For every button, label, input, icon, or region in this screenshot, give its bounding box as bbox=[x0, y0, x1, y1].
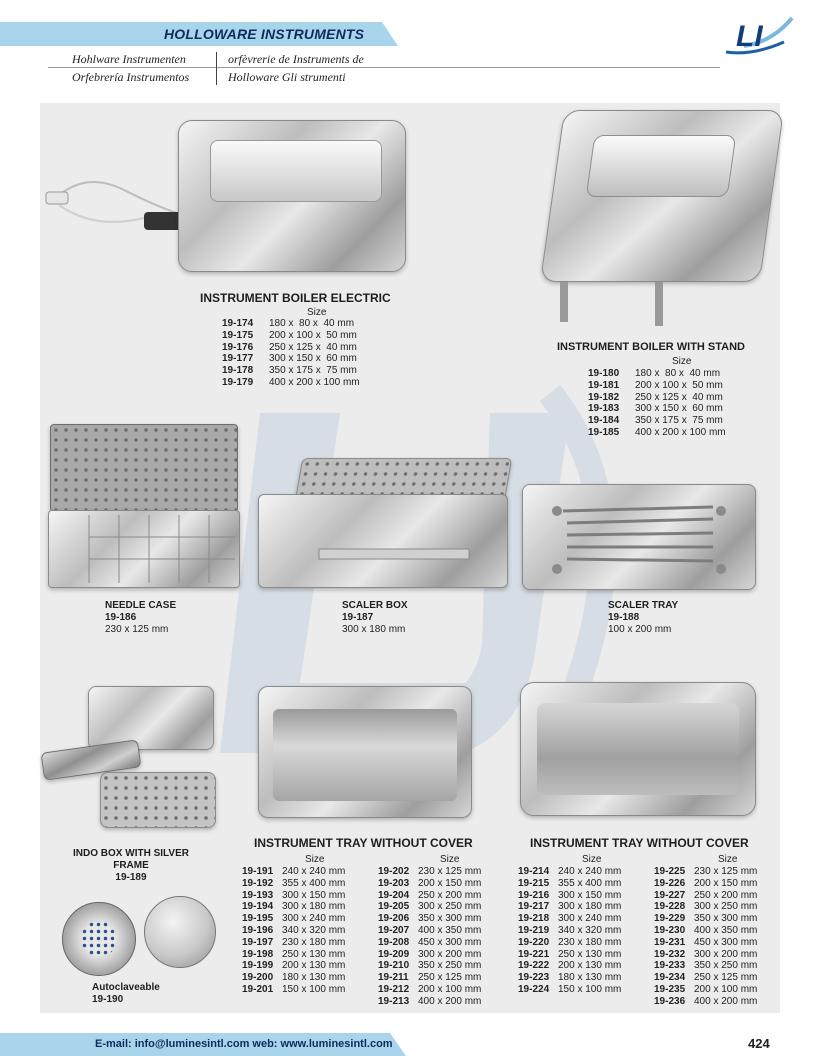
item-size: 400 x 200 mm bbox=[418, 995, 482, 1007]
item-code: 19-215 bbox=[518, 877, 550, 889]
item-code: 19-184 bbox=[588, 415, 620, 427]
item-code: 19-221 bbox=[518, 948, 550, 960]
footer-contact: E-mail: info@luminesintl.com web: www.luminesintl.com bbox=[95, 1038, 393, 1050]
item-code: 19-219 bbox=[518, 924, 550, 936]
indo-box-closed-image bbox=[88, 686, 214, 750]
tray-left-basin bbox=[273, 709, 457, 801]
indo-box-title-line2: FRAME bbox=[113, 860, 149, 871]
item-code: 19-209 bbox=[378, 948, 410, 960]
size-row bbox=[654, 878, 757, 890]
item-code: 19-225 bbox=[654, 866, 686, 877]
item-size: 250 x 130 mm bbox=[558, 948, 622, 960]
item-size: 340 x 320 mm bbox=[282, 924, 346, 936]
size-row bbox=[654, 960, 757, 972]
item-code: 19-227 bbox=[654, 889, 686, 901]
item-code: 19-203 bbox=[378, 877, 410, 889]
size-row bbox=[378, 925, 481, 937]
tray-right-col1-list bbox=[518, 866, 621, 996]
stand-leg-left bbox=[560, 282, 568, 322]
item-code: 19-226 bbox=[654, 877, 686, 889]
size-row bbox=[518, 866, 621, 878]
item-code: 19-232 bbox=[654, 948, 686, 960]
size-row bbox=[378, 890, 481, 902]
item-code: 19-182 bbox=[588, 391, 620, 403]
item-code: 19-197 bbox=[242, 936, 274, 948]
item-code: 19-223 bbox=[518, 972, 550, 984]
item-size: 400 x 350 mm bbox=[418, 924, 482, 936]
subtitle-german: Hohlware Instrumenten bbox=[72, 52, 186, 66]
item-size: 250 x 125 mm bbox=[418, 972, 482, 984]
item-size: 200 x 100 x 50 mm bbox=[635, 379, 723, 391]
item-code: 19-216 bbox=[518, 889, 550, 901]
item-size: 250 x 125 x 40 mm bbox=[269, 341, 357, 353]
item-size: 230 x 125 mm bbox=[694, 866, 758, 877]
size-row bbox=[588, 392, 726, 404]
needle-case-base-image bbox=[48, 510, 240, 588]
item-size: 300 x 150 x 60 mm bbox=[269, 353, 357, 365]
item-size: 230 x 180 mm bbox=[282, 936, 346, 948]
scaler-tray-code: 19-188 bbox=[608, 612, 640, 623]
item-size: 300 x 150 mm bbox=[282, 889, 346, 901]
item-code: 19-185 bbox=[588, 426, 620, 438]
scaler-tray-title: SCALER TRAY bbox=[608, 600, 679, 611]
item-code: 19-204 bbox=[378, 889, 410, 901]
autoclaveable-code: 19-190 bbox=[92, 994, 124, 1005]
tray-right-col2-list bbox=[654, 866, 757, 1008]
item-size: 250 x 130 mm bbox=[282, 948, 346, 960]
item-size: 400 x 200 x 100 mm bbox=[269, 376, 360, 388]
item-code: 19-202 bbox=[378, 866, 410, 877]
size-row bbox=[242, 878, 345, 890]
size-row bbox=[588, 368, 726, 380]
item-code: 19-208 bbox=[378, 936, 410, 948]
item-size: 350 x 300 mm bbox=[418, 913, 482, 925]
size-row bbox=[654, 949, 757, 961]
subtitle-italian: Holloware Gli strumenti bbox=[228, 70, 346, 84]
size-row bbox=[518, 890, 621, 902]
size-row bbox=[242, 901, 345, 913]
size-row bbox=[654, 890, 757, 902]
tray-right-basin bbox=[537, 703, 739, 795]
item-code: 19-194 bbox=[242, 901, 274, 913]
item-code: 19-178 bbox=[222, 365, 254, 377]
size-row bbox=[654, 925, 757, 937]
item-code: 19-176 bbox=[222, 341, 254, 353]
size-row bbox=[654, 984, 757, 996]
item-code: 19-235 bbox=[654, 983, 686, 995]
size-row bbox=[654, 937, 757, 949]
size-row bbox=[222, 353, 360, 365]
item-code: 19-236 bbox=[654, 995, 686, 1007]
size-row bbox=[654, 866, 757, 878]
item-code: 19-200 bbox=[242, 972, 274, 984]
tray-right-col1-size-label: Size bbox=[582, 854, 602, 865]
autoclaveable-insert bbox=[81, 921, 117, 957]
item-size: 350 x 175 x 75 mm bbox=[635, 415, 723, 427]
item-code: 19-201 bbox=[242, 983, 274, 995]
item-code: 19-195 bbox=[242, 913, 274, 925]
item-size: 250 x 125 x 40 mm bbox=[635, 391, 723, 403]
size-row bbox=[654, 913, 757, 925]
item-code: 19-175 bbox=[222, 329, 254, 341]
item-size: 400 x 350 mm bbox=[694, 924, 758, 936]
item-size: 240 x 240 mm bbox=[558, 866, 622, 877]
item-size: 250 x 200 mm bbox=[418, 889, 482, 901]
item-code: 19-213 bbox=[378, 995, 410, 1007]
item-size: 240 x 240 mm bbox=[282, 866, 346, 877]
scaler-box-base-image bbox=[258, 494, 508, 588]
item-size: 230 x 180 mm bbox=[558, 936, 622, 948]
size-row bbox=[242, 937, 345, 949]
instrument-tray-right-image bbox=[520, 682, 756, 816]
size-row bbox=[242, 984, 345, 996]
needle-case-title: NEEDLE CASE bbox=[105, 600, 177, 611]
stand-leg-right bbox=[655, 282, 663, 326]
size-row bbox=[222, 318, 360, 330]
item-code: 19-217 bbox=[518, 901, 550, 913]
item-size: 200 x 100 mm bbox=[694, 983, 758, 995]
size-row bbox=[654, 901, 757, 913]
size-row bbox=[518, 878, 621, 890]
size-row bbox=[378, 901, 481, 913]
size-row bbox=[518, 960, 621, 972]
scaler-tray-image bbox=[522, 484, 756, 590]
item-code: 19-183 bbox=[588, 403, 620, 415]
size-row bbox=[222, 365, 360, 377]
item-code: 19-214 bbox=[518, 866, 550, 877]
item-size: 230 x 125 mm bbox=[418, 866, 482, 877]
boiler-stand-lid bbox=[586, 135, 737, 197]
item-code: 19-181 bbox=[588, 379, 620, 391]
tray-right-title: INSTRUMENT TRAY WITHOUT COVER bbox=[530, 836, 749, 850]
item-size: 150 x 100 mm bbox=[558, 983, 622, 995]
item-size: 300 x 250 mm bbox=[694, 901, 758, 913]
item-size: 300 x 180 mm bbox=[558, 901, 622, 913]
tray-right-col2-size-label: Size bbox=[718, 854, 738, 865]
item-size: 400 x 200 mm bbox=[694, 995, 758, 1007]
item-size: 180 x 130 mm bbox=[558, 972, 622, 984]
size-row bbox=[242, 925, 345, 937]
item-size: 355 x 400 mm bbox=[558, 877, 622, 889]
boiler-stand-size-list bbox=[588, 368, 726, 439]
autoclaveable-container-closed-image bbox=[144, 896, 216, 968]
needle-case-code: 19-186 bbox=[105, 612, 137, 623]
size-row bbox=[518, 949, 621, 961]
item-size: 350 x 300 mm bbox=[694, 913, 758, 925]
size-row bbox=[588, 403, 726, 415]
item-size: 340 x 320 mm bbox=[558, 924, 622, 936]
size-row bbox=[378, 984, 481, 996]
size-row bbox=[518, 925, 621, 937]
tray-left-col2-size-label: Size bbox=[440, 854, 460, 865]
item-size: 200 x 130 mm bbox=[558, 960, 622, 972]
item-size: 180 x 130 mm bbox=[282, 972, 346, 984]
boiler-cable-image bbox=[44, 170, 194, 240]
needle-case-size: 230 x 125 mm bbox=[105, 624, 169, 635]
scaler-box-title: SCALER BOX bbox=[342, 600, 408, 611]
boiler-stand-size-label: Size bbox=[672, 356, 692, 367]
size-row bbox=[378, 866, 481, 878]
size-row bbox=[222, 342, 360, 354]
size-row bbox=[242, 913, 345, 925]
instrument-tray-left-image bbox=[258, 686, 472, 818]
item-size: 300 x 200 mm bbox=[694, 948, 758, 960]
item-code: 19-233 bbox=[654, 960, 686, 972]
item-size: 350 x 175 x 75 mm bbox=[269, 365, 357, 377]
item-size: 180 x 80 x 40 mm bbox=[269, 318, 355, 329]
item-size: 450 x 300 mm bbox=[694, 936, 758, 948]
indo-box-code: 19-189 bbox=[115, 872, 147, 883]
item-size: 450 x 300 mm bbox=[418, 936, 482, 948]
item-code: 19-174 bbox=[222, 318, 254, 329]
tray-left-title: INSTRUMENT TRAY WITHOUT COVER bbox=[254, 836, 473, 850]
item-size: 300 x 200 mm bbox=[418, 948, 482, 960]
size-row bbox=[222, 377, 360, 389]
item-code: 19-234 bbox=[654, 972, 686, 984]
tray-left-col1-size-label: Size bbox=[305, 854, 325, 865]
item-code: 19-180 bbox=[588, 368, 620, 379]
size-row bbox=[242, 960, 345, 972]
item-size: 300 x 150 mm bbox=[558, 889, 622, 901]
size-row bbox=[242, 890, 345, 902]
size-row bbox=[378, 878, 481, 890]
subtitle-spanish: Orfebrería Instrumentos bbox=[72, 70, 190, 84]
item-size: 250 x 200 mm bbox=[694, 889, 758, 901]
item-size: 200 x 130 mm bbox=[282, 960, 346, 972]
item-code: 19-191 bbox=[242, 866, 274, 877]
indo-box-open-image bbox=[100, 772, 216, 828]
item-code: 19-212 bbox=[378, 983, 410, 995]
item-size: 355 x 400 mm bbox=[282, 877, 346, 889]
item-size: 200 x 100 mm bbox=[418, 983, 482, 995]
item-code: 19-177 bbox=[222, 353, 254, 365]
item-code: 19-211 bbox=[378, 972, 409, 984]
needle-case-lid-image bbox=[50, 424, 238, 512]
item-size: 400 x 200 x 100 mm bbox=[635, 426, 726, 438]
item-size: 350 x 250 mm bbox=[418, 960, 482, 972]
logo-text: LI bbox=[736, 20, 763, 53]
item-size: 300 x 150 x 60 mm bbox=[635, 403, 723, 415]
tray-left-col2-list bbox=[378, 866, 481, 1008]
size-row bbox=[242, 866, 345, 878]
size-row bbox=[588, 380, 726, 392]
item-code: 19-207 bbox=[378, 924, 410, 936]
item-size: 250 x 125 mm bbox=[694, 972, 758, 984]
size-row bbox=[378, 960, 481, 972]
autoclaveable-container-open-image bbox=[62, 902, 136, 976]
item-size: 300 x 250 mm bbox=[418, 901, 482, 913]
item-size: 300 x 240 mm bbox=[558, 913, 622, 925]
scaler-tray-size: 100 x 200 mm bbox=[608, 624, 672, 635]
size-row bbox=[378, 949, 481, 961]
subtitle-separator bbox=[216, 52, 217, 85]
item-code: 19-192 bbox=[242, 877, 274, 889]
size-row bbox=[378, 937, 481, 949]
item-code: 19-231 bbox=[654, 936, 686, 948]
item-code: 19-199 bbox=[242, 960, 274, 972]
item-code: 19-228 bbox=[654, 901, 686, 913]
boiler-lid-panel bbox=[210, 140, 382, 202]
scaler-box-size: 300 x 180 mm bbox=[342, 624, 406, 635]
boiler-electric-title: INSTRUMENT BOILER ELECTRIC bbox=[200, 291, 391, 305]
item-code: 19-196 bbox=[242, 924, 274, 936]
page-number: 424 bbox=[748, 1036, 770, 1051]
item-code: 19-205 bbox=[378, 901, 410, 913]
item-code: 19-229 bbox=[654, 913, 686, 925]
item-code: 19-179 bbox=[222, 376, 254, 388]
size-row bbox=[242, 949, 345, 961]
size-row bbox=[654, 996, 757, 1008]
tray-left-col1-list bbox=[242, 866, 345, 996]
item-size: 350 x 250 mm bbox=[694, 960, 758, 972]
item-size: 200 x 100 x 50 mm bbox=[269, 329, 357, 341]
item-size: 180 x 80 x 40 mm bbox=[635, 368, 721, 379]
size-row bbox=[222, 330, 360, 342]
size-row bbox=[588, 427, 726, 439]
boiler-electric-size-label: Size bbox=[307, 307, 327, 318]
indo-box-title-line1: INDO BOX WITH SILVER bbox=[73, 848, 189, 859]
item-code: 19-193 bbox=[242, 889, 274, 901]
autoclaveable-title: Autoclaveable bbox=[92, 982, 160, 993]
item-size: 200 x 150 mm bbox=[418, 877, 482, 889]
boiler-stand-title: INSTRUMENT BOILER WITH STAND bbox=[557, 341, 746, 353]
item-code: 19-198 bbox=[242, 948, 274, 960]
item-code: 19-218 bbox=[518, 913, 550, 925]
size-row bbox=[518, 984, 621, 996]
header-divider bbox=[48, 67, 720, 68]
item-size: 200 x 150 mm bbox=[694, 877, 758, 889]
size-row bbox=[518, 937, 621, 949]
item-code: 19-230 bbox=[654, 924, 686, 936]
company-logo bbox=[722, 12, 794, 58]
item-size: 150 x 100 mm bbox=[282, 983, 346, 995]
item-code: 19-222 bbox=[518, 960, 550, 972]
size-row bbox=[654, 972, 757, 984]
size-row bbox=[242, 972, 345, 984]
size-row bbox=[378, 913, 481, 925]
subtitle-french: orfèvrerie de Instruments de bbox=[228, 52, 364, 66]
size-row bbox=[518, 901, 621, 913]
size-row bbox=[518, 972, 621, 984]
item-code: 19-206 bbox=[378, 913, 410, 925]
item-code: 19-220 bbox=[518, 936, 550, 948]
size-row bbox=[378, 996, 481, 1008]
size-row bbox=[518, 913, 621, 925]
page-title: HOLLOWARE INSTRUMENTS bbox=[164, 26, 365, 42]
item-size: 300 x 180 mm bbox=[282, 901, 346, 913]
size-row bbox=[588, 415, 726, 427]
item-size: 300 x 240 mm bbox=[282, 913, 346, 925]
item-code: 19-224 bbox=[518, 983, 550, 995]
boiler-electric-size-list bbox=[222, 318, 360, 389]
scaler-box-code: 19-187 bbox=[342, 612, 374, 623]
item-code: 19-210 bbox=[378, 960, 410, 972]
size-row bbox=[378, 972, 481, 984]
